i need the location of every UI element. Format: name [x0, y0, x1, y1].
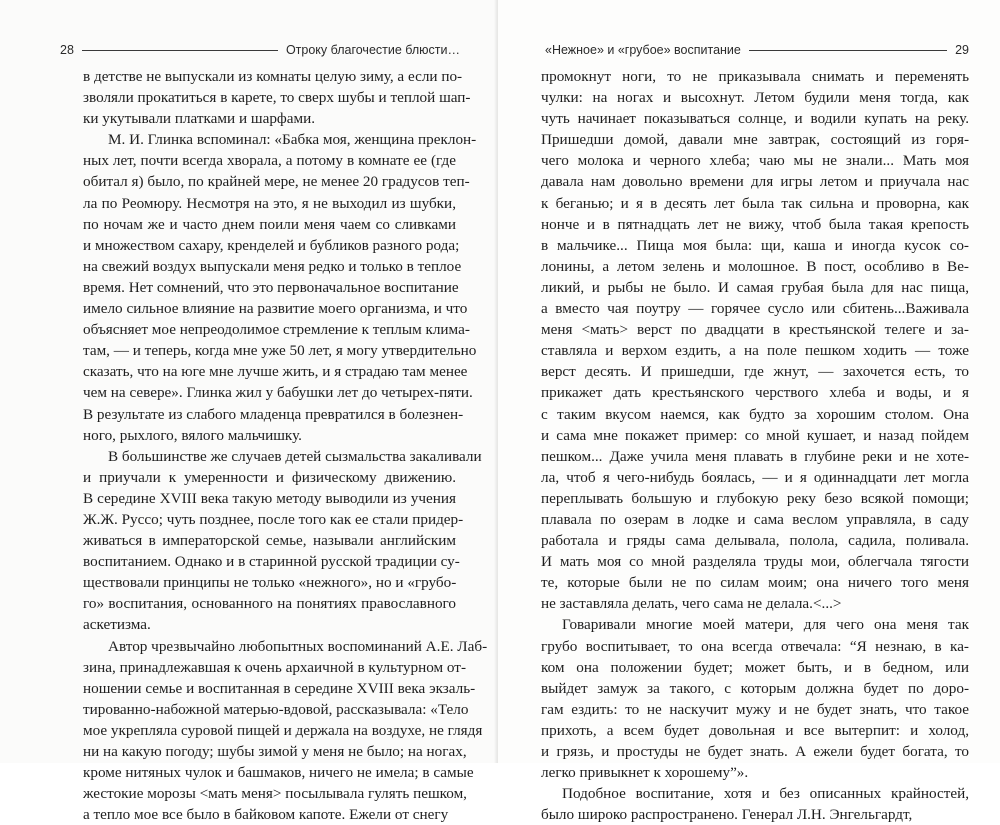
text-line: с таким вкусом наемся, как будто за хорошим столом. Она [541, 405, 969, 423]
text-line: ставляла и верхом ездить, а на поле пешком ходить — тоже [541, 342, 969, 360]
text-line: ного, рыхлого, вялого мальчишку. [83, 426, 302, 444]
text-line: промокнут ноги, то не приказывала снимать и переменять [541, 68, 969, 85]
text-line: Подобное воспитание, хотя и без описанных крайностей, [562, 785, 969, 803]
text-line: Говаривали многие моей матери, для чего она меня так [562, 616, 969, 634]
text-line: тированно-набожной матерью-вдовой, рассказывала: «Тело [83, 700, 469, 718]
text-line: ни на какую погоду; шубы зимой у меня не было; на ногах, [83, 743, 467, 760]
text-line: ла по Реомюру. Несмотря на это, я не выходил из шубки, [83, 194, 456, 212]
text-line: давала нам довольно времени для игры летом и приучала нас [541, 173, 969, 191]
text-line: время. Нет сомнений, что это первоначальное воспитание [83, 278, 459, 296]
text-line: легко привыкнет к хорошему”». [541, 764, 749, 782]
text-line: сказать, что на юге мне лучше жить, и я страдаю там менее [83, 363, 468, 381]
right-running-head: «Нежное» и «грубое» воспитание [545, 43, 741, 57]
text-line: ществовали принципы не только «нежного», но и «грубо- [83, 574, 457, 592]
text-line: аскетизма. [83, 616, 151, 634]
left-page-number: 28 [60, 43, 74, 57]
right-running-header [545, 42, 969, 58]
text-line: В большинстве же случаев детей сызмальства закаливали [108, 447, 482, 465]
text-line: пешком... Даже учила меня плавать в глубине реки и не хоте- [541, 447, 969, 465]
text-line: го» воспитания, основанного на понятиях православного [83, 595, 456, 613]
text-line: И мать моя со мной разделяла труды мои, облегчала тягости [541, 553, 969, 571]
text-line: чулки: на ногах и высохнут. Летом будили меня тогда, как [541, 89, 969, 107]
text-line: ки укутывали платками и шарфами. [83, 110, 316, 128]
text-line: лонины, а летом зелень и молошное. В пост, особливо в Ве- [541, 257, 969, 275]
text-line: обитал я) было, по крайней мере, не менее 20 градусов теп- [83, 173, 470, 191]
text-line: имело сильное влияние на развитие моего организма, и что [83, 300, 468, 318]
text-line: ношении семье и воспитанная в середине XVIII века экзаль- [83, 679, 476, 697]
text-line: жестокие морозы <мать меня> посылывала гулять пешком, [83, 785, 467, 803]
text-line: переплывать большую и глубокую реку безо всякой помощи; [541, 489, 969, 507]
left-running-header [60, 42, 460, 58]
text-line: ных лет, почти всегда хворала, а потому в комнате ее (где [83, 152, 456, 170]
text-line: и грязь, и простуды не будет знать. А ежели будет богата, то [541, 743, 969, 760]
text-line: в детстве не выпускали из комнаты целую зиму, а если по- [83, 68, 463, 85]
text-line: живаться в императорской семье, называли английским [83, 532, 456, 550]
text-line: и множеством сахару, кренделей и бубликов разного рода; [83, 236, 460, 254]
text-line: В результате из слабого младенца превратился в болезнен- [83, 405, 464, 423]
text-line: кроме нитяных чулок и башмаков, ничего не имела; в самые [83, 764, 474, 782]
text-line: плавала по озерам в лодке и сама веслом управляла, в саду [541, 510, 969, 528]
text-line: объясняет мое непреодолимое стремление к теплым климa- [83, 321, 470, 339]
text-line: и приучали к умеренности и физическому движению. [83, 468, 456, 486]
text-line: те, которые были не по силам моим; она ничего того меня [541, 574, 969, 592]
text-line: чего молока и черного хлеба; чаю мы не знали... Мать моя [541, 152, 969, 170]
left-body-text [83, 66, 488, 825]
text-line: ликий, и рыбы не было. И самая грубая была для нас пища, [541, 278, 969, 296]
text-line: чуть начинает показываться солнце, и водили купать на реку. [541, 110, 969, 128]
text-line: там, — и теперь, когда мне уже 50 лет, я могу утвердительно [83, 342, 477, 360]
text-line: зина, принадлежавшая к очень архаичной в культурном от- [83, 658, 467, 676]
text-line: ла, чтоб я чего-нибудь боялась, — и я одиннадцати лет могла [541, 468, 969, 486]
text-line: по ночам же и часто днем поили меня чаем со сливками [83, 215, 456, 233]
text-line: было широко распространено. Генерал Л.Н. Энгельгардт, [541, 806, 913, 824]
right-body-text [541, 66, 969, 825]
left-page [0, 0, 498, 824]
text-line: верст десять. И пришедши, где жнут, — захочется есть, то [541, 363, 969, 381]
text-line: а тепло мое все было в байковом капоте. Ежели от снегу [83, 806, 449, 824]
text-line: Ж.Ж. Руссо; чуть позднее, после того как ее стали придер- [83, 510, 464, 528]
text-line: к беганью; и я в десять лет была так сильна и проворна, как [541, 194, 969, 212]
right-header-rule [749, 50, 947, 51]
right-page [498, 0, 1000, 824]
text-line: Пришедши домой, давали мне завтрак, состоящий из горя- [541, 131, 969, 149]
text-line: нонче и в пятнадцать лет не вижу, чтоб была такая крепость [541, 215, 969, 233]
text-line: прихоть, а всем будет довольная и все вытерпит: и холод, [541, 721, 969, 739]
text-line: на свежий воздух выпускали меня редко и только в теплое [83, 257, 462, 275]
text-line: прикажет дать крестьянского черствого хлеба и воды, и я [541, 384, 969, 402]
text-line: воспитанием. Однако и в старинной русской традиции су- [83, 553, 460, 571]
text-line: Автор чрезвычайно любопытных воспоминаний А.Е. Лаб- [108, 637, 488, 655]
right-page-number: 29 [955, 43, 969, 57]
text-line: и сама мне покажет пример: со мной кушает, и назад пойдем [541, 426, 969, 444]
text-line: В середине XVIII века такую методу выводили из учения [83, 489, 456, 507]
text-line: в мальчике... Пища моя была: щи, каша и иногда кусок со- [541, 236, 969, 254]
text-line: работала и гряды сама делывала, полола, садила, поливала. [541, 532, 969, 550]
text-line: не заставляла делать, чего сама не делала.<...> [541, 595, 842, 613]
left-header-rule [82, 50, 278, 51]
left-running-head: Отроку благочестие блюсти… [285, 43, 460, 57]
text-line: М. И. Глинка вспоминал: «Бабка моя, женщина преклон- [108, 131, 477, 149]
text-line: а вместо чая поутру — горячее сусло или сбитень...Важивала [541, 300, 969, 318]
text-line: ком она положении будет; может быть, и в бедном, или [541, 658, 969, 676]
text-line: грубо воспитывает, то она всегда отвечала: “Я незнаю, в ка- [541, 637, 969, 655]
text-line: выйдет замуж за такого, с которым должна будет по доро- [541, 679, 969, 697]
text-line: чем на севере». Глинка жил у бабушки лет до четырех-пяти. [83, 384, 473, 402]
text-line: меня <мать> верст по двадцати в крестьянской телеге и за- [541, 321, 969, 339]
text-line: гам ездить: то не наскучит мужу и не будет знать, что такое [541, 700, 969, 718]
text-line: зволяли прокатиться в карете, то сверх шубы и теплой шап- [83, 89, 471, 107]
text-line: мое укрепляла суровой пищей и держала на воздухе, не глядя [83, 721, 483, 739]
